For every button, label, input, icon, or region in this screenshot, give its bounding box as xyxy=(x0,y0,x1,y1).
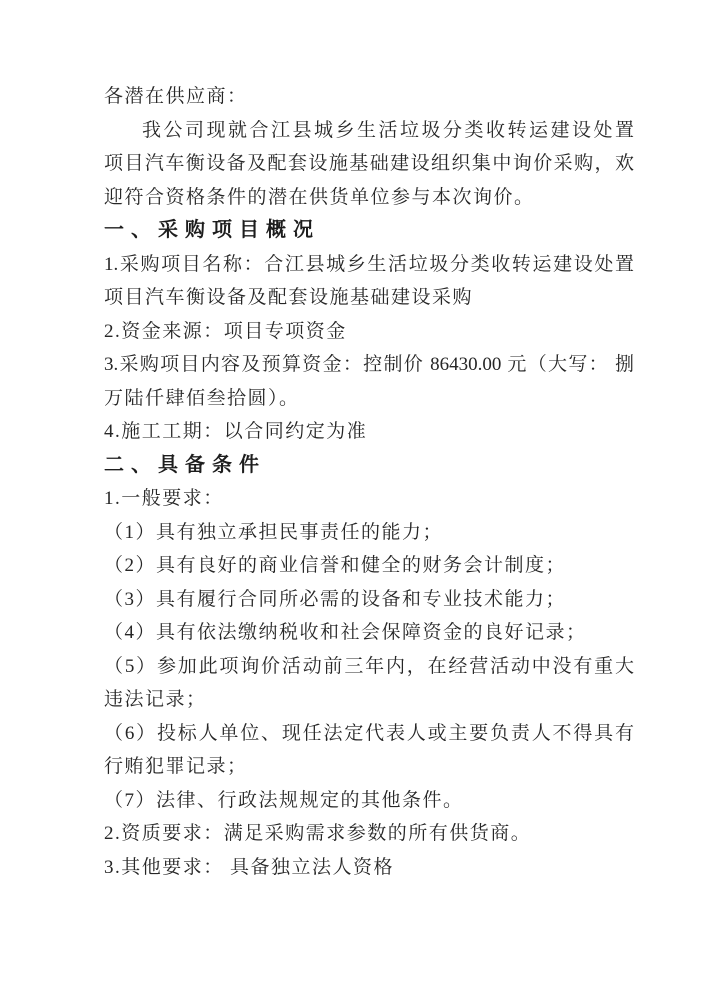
salutation-line: 各潜在供应商： xyxy=(104,86,248,107)
condition-3-line: （3）具有履行合同所必需的设备和专业技术能力； xyxy=(104,588,567,610)
section-1-heading: 一、采购项目概况 xyxy=(104,219,320,241)
condition-1-line: （1）具有独立承担民事责任的能力； xyxy=(104,521,444,543)
general-requirements-label: 1.一般要求： xyxy=(104,488,224,509)
intro-line: 项目汽车衡设备及配套设施基础建设组织集中询价采购，欢 xyxy=(104,153,634,174)
qualification-requirement-line: 2.资质要求：满足采购需求参数的所有供货商。 xyxy=(104,823,532,844)
item-budget-line: 万陆仟肆佰叁拾圆）。 xyxy=(104,387,300,409)
condition-7-line: （7）法律、行政法规规定的其他条件。 xyxy=(104,789,464,811)
condition-6-line: （6）投标人单位、现任法定代表人或主要负责人不得具有 xyxy=(104,722,634,744)
intro-line: 迎符合资格条件的潜在供货单位参与本次询价。 xyxy=(104,186,535,208)
item-project-name-line: 1.采购项目名称：合江县城乡生活垃圾分类收转运建设处置 xyxy=(104,253,634,275)
condition-4-line: （4）具有依法缴纳税收和社会保障资金的良好记录； xyxy=(104,622,587,643)
other-requirement-line: 3.其他要求： 具备独立法人资格 xyxy=(104,856,395,878)
item-fund-source-line: 2.资金来源：项目专项资金 xyxy=(104,320,347,342)
condition-5-line: （5）参加此项询价活动前三年内，在经营活动中没有重大 xyxy=(104,655,634,677)
section-2-heading: 二、具备条件 xyxy=(104,453,266,476)
document-body xyxy=(104,80,634,884)
item-budget-line: 3.采购项目内容及预算资金：控制价 86430.00 元（大写： 捌 xyxy=(104,354,634,375)
item-construction-period-line: 4.施工工期：以合同约定为准 xyxy=(104,421,368,442)
condition-6-line: 行贿犯罪记录； xyxy=(104,756,248,777)
condition-2-line: （2）具有良好的商业信誉和健全的财务会计制度； xyxy=(104,555,567,576)
condition-5-line: 违法记录； xyxy=(104,689,207,710)
intro-line: 我公司现就合江县城乡生活垃圾分类收转运建设处置 xyxy=(142,119,634,141)
item-project-name-line: 项目汽车衡设备及配套设施基础建设采购 xyxy=(104,287,474,308)
